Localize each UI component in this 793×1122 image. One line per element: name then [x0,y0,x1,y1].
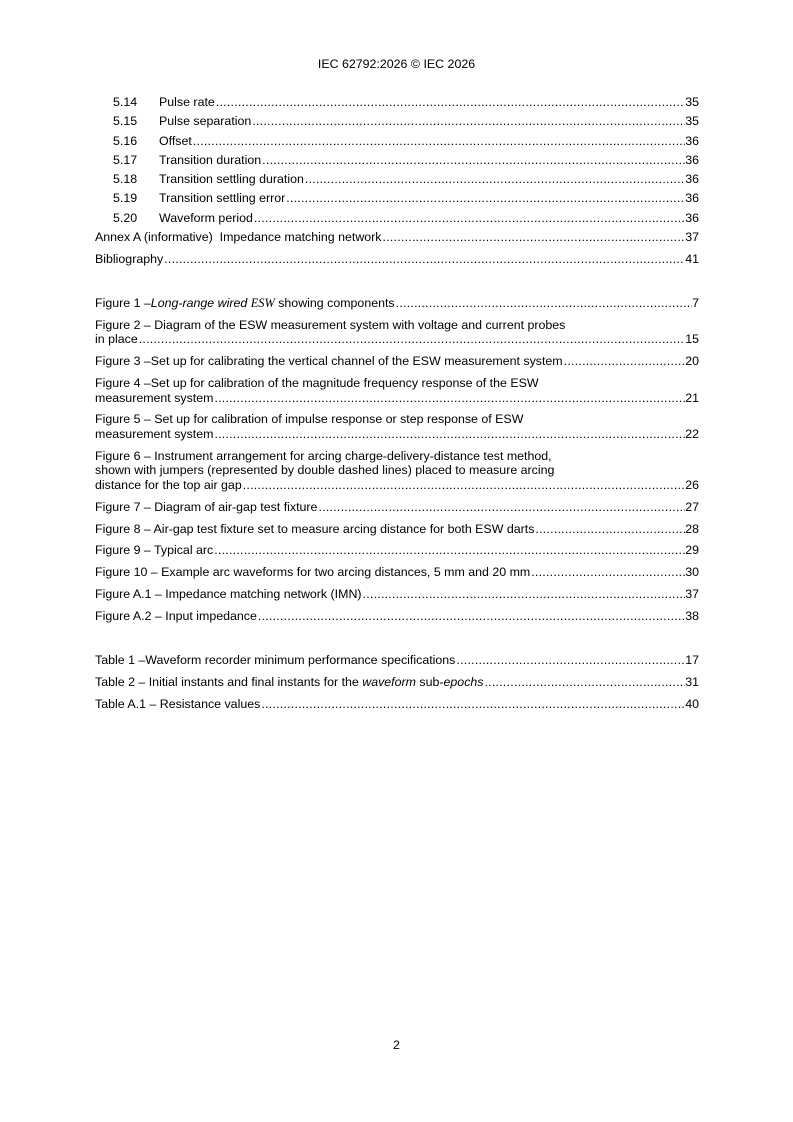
toc-entry-bibliography[interactable] [95,252,699,267]
table-title: Table A.1 – Resistance values [95,696,261,711]
dot-leader [252,114,685,129]
toc-entry-5-16[interactable] [95,134,699,149]
toc-entry-figure-a1[interactable] [95,587,699,602]
toc-entry-5-19[interactable] [95,191,699,206]
clause-number: 5.14 [113,95,138,109]
toc-entry-5-18[interactable] [95,172,699,187]
figure-italic-serif: ESW [250,295,275,310]
clause-number: 5.19 [113,191,138,206]
dot-leader [363,587,686,602]
clause-number: 5.17 [113,152,138,167]
toc-entry-figure-5[interactable] [95,412,699,441]
dot-leader [139,332,685,347]
section-gap [95,631,699,653]
dot-leader [305,172,685,187]
figure-title [95,296,395,311]
page-ref: 35 [685,95,699,109]
figure-title: Figure 3 –Set up for calibrating the vertical channel of the ESW measurement system [95,354,563,369]
clause-title: Waveform period [159,210,253,225]
figure-title: Figure A.1 – Impedance matching network (IMN) [95,587,362,602]
clause-number: 5.15 [113,114,138,129]
figure-title-line: measurement system [95,390,214,405]
page-ref: 37 [685,230,699,245]
page-ref: 29 [685,543,699,558]
table-of-contents [95,95,699,719]
dot-leader [531,565,685,580]
dot-leader [214,391,685,406]
dot-leader [564,354,686,369]
figure-title: Figure 9 – Typical arc [95,543,214,558]
dot-leader [318,500,685,515]
dot-leader [456,653,685,668]
figure-prefix: Figure 1 – [95,295,151,310]
page-ref: 20 [685,354,699,369]
figure-title-line: Figure 6 – Instrument arrangement for arcing charge-delivery-distance test method, [95,448,552,463]
clause-title: Transition settling duration [159,172,304,187]
table-mid: sub- [415,674,444,689]
page-header: IEC 62792:2026 © IEC 2026 [317,57,476,71]
figure-title-line: Figure 2 – Diagram of the ESW measurement system with voltage and current probes [95,317,566,332]
toc-entry-table-a1[interactable] [95,697,699,712]
figure-title-line: Figure 5 – Set up for calibration of impulse response or step response of ESW [95,412,524,427]
page-ref: 15 [685,332,699,347]
toc-entry-table-1[interactable] [95,653,699,668]
figure-title-line: distance for the top air gap [95,477,242,492]
page-ref: 21 [685,390,699,405]
toc-entry-5-15[interactable] [95,114,699,129]
dot-leader [383,230,686,245]
toc-entry-figure-9[interactable] [95,543,699,558]
clause-title: Pulse separation [159,114,252,129]
clause-title: Offset [159,133,192,148]
page-ref: 22 [685,426,699,441]
dot-leader [286,191,685,206]
dot-leader [396,296,692,311]
toc-entry-figure-6[interactable] [95,449,699,493]
page-ref: 28 [685,521,699,536]
toc-entry-figure-7[interactable] [95,500,699,515]
dot-leader [261,697,685,712]
page-ref: 17 [685,653,699,668]
toc-entry-5-14[interactable] [95,95,699,110]
toc-entry-figure-10[interactable] [95,565,699,580]
clause-number: 5.16 [113,133,138,148]
page-ref: 35 [685,114,699,129]
clause-number: 5.18 [113,172,138,187]
figure-title-line: measurement system [95,426,214,441]
page-ref: 41 [685,251,699,266]
figure-italic: Long-range wired [150,295,251,310]
clause-title: Pulse rate [159,95,215,109]
toc-entry-figure-1[interactable] [95,296,699,311]
dot-leader [214,427,685,442]
toc-entry-figure-2[interactable] [95,318,699,347]
dot-leader [535,522,685,537]
figure-title-line: in place [95,332,138,347]
page-ref: 36 [685,210,699,225]
figure-title: Figure 7 – Diagram of air-gap test fixture [95,499,318,514]
toc-entry-table-2[interactable] [95,675,699,690]
dot-leader [254,211,685,226]
page-ref: 40 [685,696,699,711]
toc-entry-figure-3[interactable] [95,354,699,369]
figure-title-line: Figure 4 –Set up for calibration of the magnitude frequency response of the ESW [95,376,539,391]
clause-number: 5.20 [113,210,138,225]
table-title: Table 1 –Waveform recorder minimum performance specifications [95,653,456,668]
dot-leader [258,609,685,624]
toc-entry-figure-4[interactable] [95,376,699,405]
toc-entry-annex-a[interactable] [95,230,699,245]
dot-leader [262,153,685,168]
dot-leader [164,252,685,267]
dot-leader [484,675,685,690]
table-prefix: Table 2 – Initial instants and final instants for the [95,674,363,689]
figure-suffix: showing components [274,295,395,310]
page-ref: 36 [685,152,699,167]
page-ref: 36 [685,191,699,206]
bibliography-title: Bibliography [95,251,164,266]
page-ref: 36 [685,133,699,148]
toc-entry-figure-a2[interactable] [95,609,699,624]
section-gap [95,274,699,296]
page-number: 2 [393,1038,400,1052]
clause-title: Transition settling error [159,191,286,206]
figure-title-line: shown with jumpers (represented by double dashed lines) placed to measure arcing [95,463,555,478]
clause-title: Transition duration [159,152,262,167]
page-ref: 26 [685,477,699,492]
dot-leader [193,134,685,149]
toc-entry-5-17[interactable] [95,153,699,168]
page-ref: 7 [692,295,699,310]
toc-entry-figure-8[interactable] [95,522,699,537]
page-ref: 27 [685,499,699,514]
page-ref: 37 [685,587,699,602]
page-ref: 38 [685,609,699,624]
annex-title: Annex A (informative) Impedance matching network [95,230,382,245]
dot-leader [243,478,685,493]
table-italic: epochs [443,674,484,689]
table-title [95,675,483,690]
figure-title: Figure A.2 – Input impedance [95,609,257,624]
page-ref: 31 [685,674,699,689]
dot-leader [214,543,685,558]
page-ref: 36 [685,172,699,187]
figure-title: Figure 10 – Example arc waveforms for two arcing distances, 5 mm and 20 mm [95,565,531,580]
dot-leader [216,95,685,110]
page-ref: 30 [685,565,699,580]
figure-title: Figure 8 – Air-gap test fixture set to measure arcing distance for both ESW darts [95,521,535,536]
table-italic: waveform [362,674,416,689]
toc-entry-5-20[interactable] [95,211,699,226]
